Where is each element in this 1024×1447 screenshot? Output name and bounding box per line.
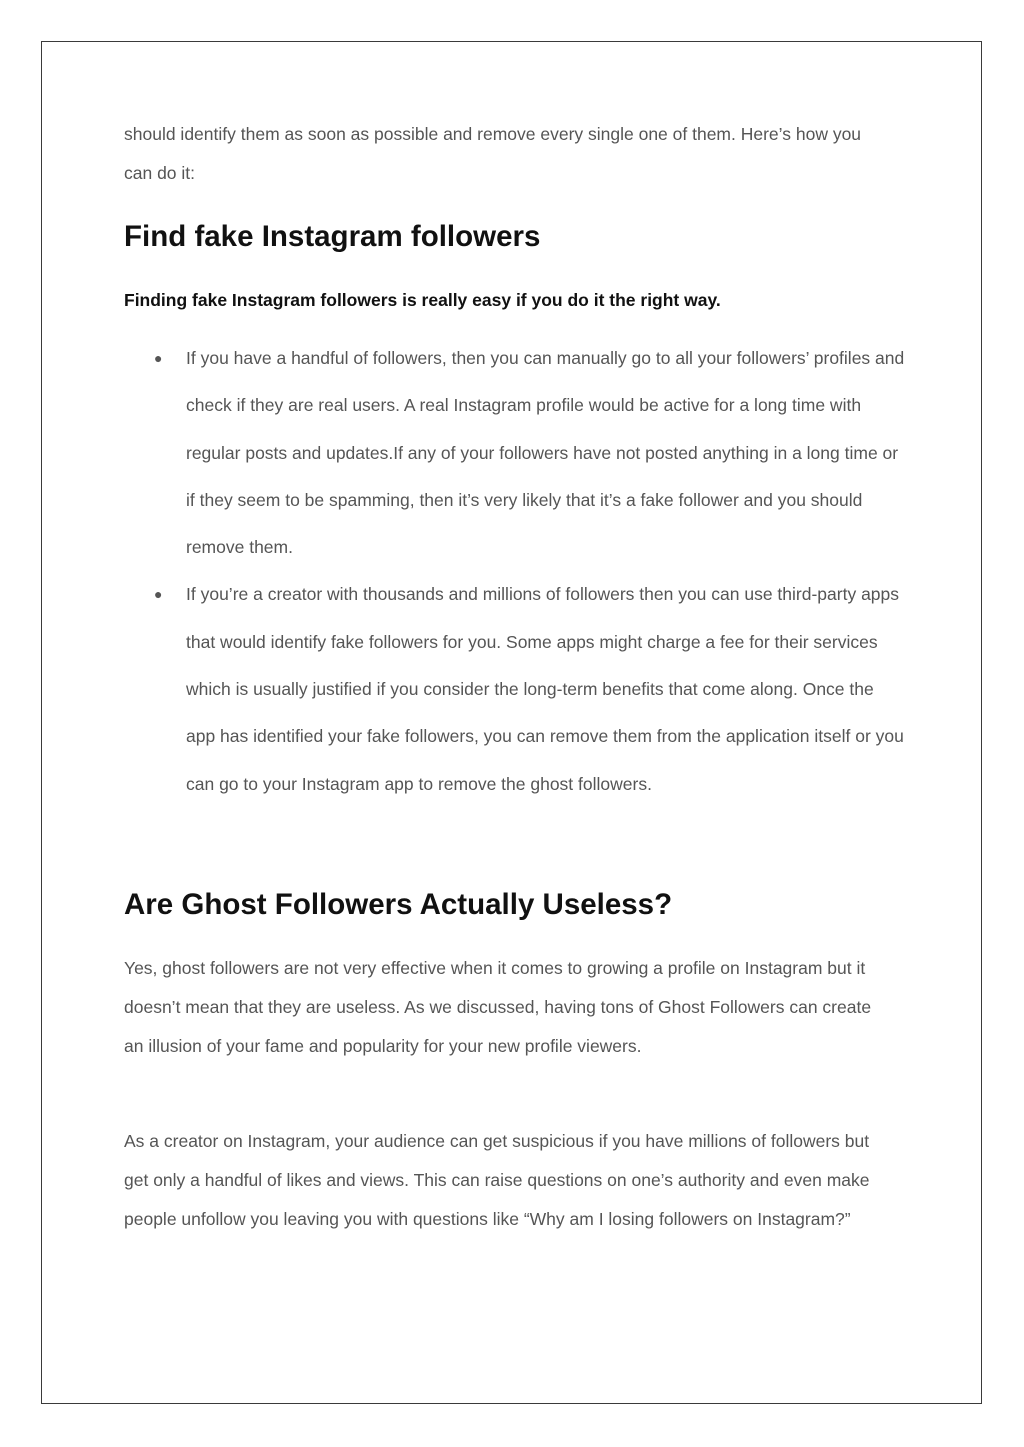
bullet-text: If you have a handful of followers, then you can manually go to all your followers’ profiles and check if they are real users. A real Instagram profile would be active for a long time with regular posts and updates.If any of your followers have not posted anything in a long time or if they seem to be spamming, then it’s very likely that it’s a fake follower and you should remove them.: [186, 348, 905, 558]
bullet-list: [124, 335, 904, 808]
intro-paragraph: should identify them as soon as possible and remove every single one of them. Here’s how you can do it:: [124, 124, 862, 183]
section-heading-find-fake-followers: Find fake Instagram followers: [124, 220, 541, 253]
body-paragraph: Yes, ghost followers are not very effective when it comes to growing a profile on Instagram but it doesn’t mean that they are useless. As we discussed, having tons of Ghost Followers can create an illusion of your fame and popularity for your new profile viewers.: [124, 958, 872, 1056]
bullet-item: [124, 335, 906, 571]
body-paragraph: As a creator on Instagram, your audience can get suspicious if you have millions of followers but get only a handful of likes and views. This can raise questions on one’s authority and even make people unfollow you leaving you with questions like “Why am I losing followers on Instagram?”: [124, 1131, 870, 1229]
bullet-item: [124, 571, 906, 807]
bullet-icon: ●: [154, 350, 163, 366]
section-lead-text: Finding fake Instagram followers is really easy if you do it the right way.: [124, 290, 721, 310]
bullet-text: If you’re a creator with thousands and millions of followers then you can use third-party apps that would identify fake followers for you. Some apps might charge a fee for their services which is usually justified if you consider the long-term benefits that come along. Once the app has identified your fake followers, you can remove them from the application itself or you can go to your Instagram app to remove the ghost followers.: [186, 584, 904, 794]
section-heading-ghost-followers: Are Ghost Followers Actually Useless?: [124, 888, 673, 921]
bullet-icon: ●: [154, 586, 163, 603]
